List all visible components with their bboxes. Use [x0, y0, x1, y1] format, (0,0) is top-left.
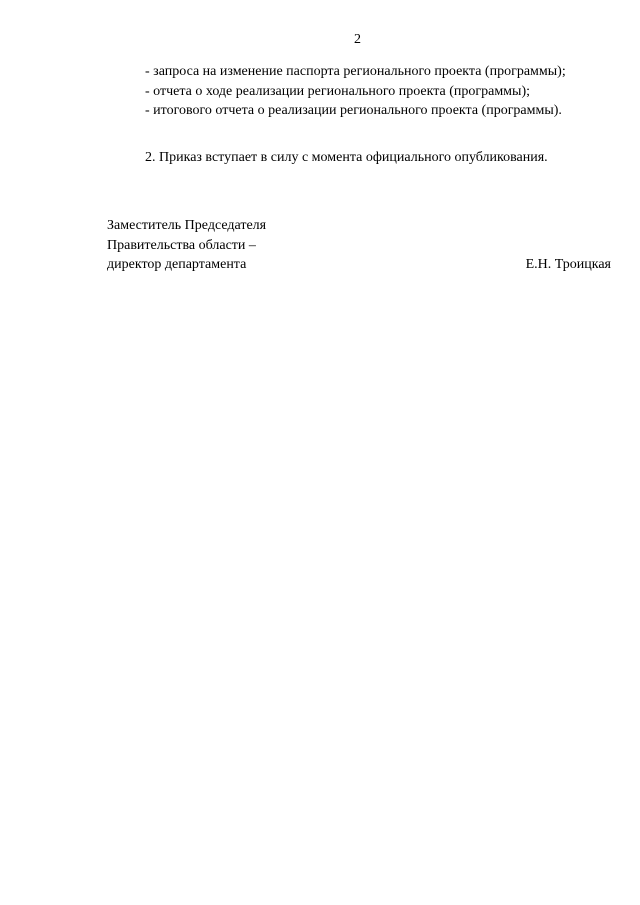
list-item: - итогового отчета о реализации регионального проекта (программы).	[145, 103, 562, 118]
signature-block	[107, 216, 611, 275]
order-effective-paragraph: 2. Приказ вступает в силу с момента официального опубликования.	[145, 150, 548, 165]
signatory-position-line-2: Правительства области –	[107, 237, 256, 253]
signatory-position-line-1: Заместитель Председателя	[107, 218, 267, 233]
list-item: - отчета о ходе реализации регионального проекта (программы);	[145, 83, 530, 99]
page-number: 2	[354, 32, 361, 47]
document-list	[145, 62, 566, 121]
signature-row	[107, 255, 611, 275]
signatory-name: Е.Н. Троицкая	[525, 257, 611, 272]
list-item: - запроса на изменение паспорта регионального проекта (программы);	[145, 64, 566, 79]
signatory-position-line-3: директор департамента	[107, 257, 247, 272]
